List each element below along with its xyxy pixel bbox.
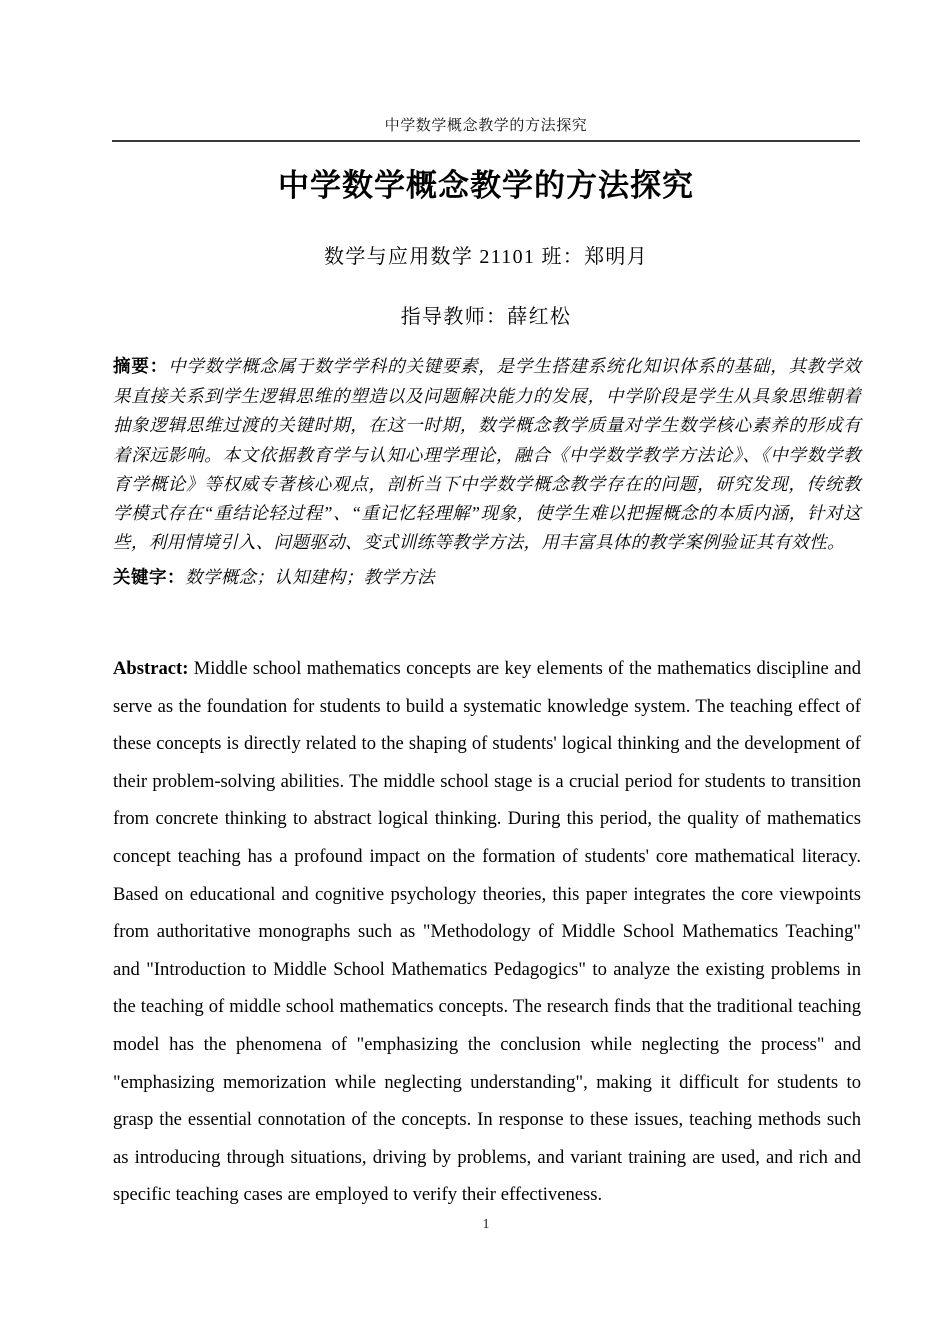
- chinese-keywords-label: 关键字：: [113, 568, 185, 589]
- running-header: [112, 116, 860, 142]
- footer-page-number: 1: [482, 1217, 490, 1232]
- page-title: 中学数学概念教学的方法探究: [278, 168, 694, 204]
- header-rule: [112, 140, 860, 142]
- running-header-text: 中学数学概念教学的方法探究: [384, 118, 588, 134]
- chinese-abstract-text: 中学数学概念属于数学学科的关键要素，是学生搭建系统化知识体系的基础，其教学效果直接关系到学生逻辑思维的塑造以及问题解决能力的发展，中学阶段是学生从具象思维朝着抽象逻辑思维过渡的关键时期，在这一时期，数学概念教学质量对学生数学核心素养的形成有着深远影响。本文依据教育学与认知心理学理论，融合《中学数学教学方法论》、《中学数学教育学概论》等权威专著核心观点，剖析当下中学数学概念教学存在的问题，研究发现，传统教学模式存在“重结论轻过程”、“重记忆轻理解”现象，使学生难以把握概念的本质内涵，针对这些，利用情境引入、问题驱动、变式训练等教学方法，用丰富具体的教学案例验证其有效性。: [113, 356, 862, 553]
- chinese-keywords-line: [113, 563, 861, 593]
- english-abstract-text: Middle school mathematics concepts are key elements of the mathematics discipline and serve as the foundation for students to build a systematic knowledge system. The teaching effect of these concepts is directly related to the shaping of students' logical thinking and the development of their problem-solving abilities. The middle school stage is a crucial period for students to transition from concrete thinking to abstract logical thinking. During this period, the quality of mathematics concept teaching has a profound impact on the formation of students' core mathematical literacy. Based on educational and cognitive psychology theories, this paper integrates the core viewpoints from authoritative monographs such as "Methodology of Middle School Mathematics Teaching" and "Introduction to Middle School Mathematics Pedagogics" to analyze the existing problems in the teaching of middle school mathematics concepts. The research finds that the traditional teaching model has the phenomena of "emphasizing the conclusion while neglecting the process" and "emphasizing memorization while neglecting understanding", making it difficult for students to grasp the essential connotation of the concepts. In response to these issues, teaching methods such as introducing through situations, driving by problems, and variant training are used, and rich and specific teaching cases are employed to verify their effectiveness.: [113, 658, 861, 1206]
- chinese-abstract-label: 摘要：: [113, 357, 169, 377]
- english-abstract-label: Abstract:: [113, 658, 189, 679]
- english-abstract-block: [113, 650, 861, 1214]
- advisor-line: 指导教师：薛红松: [400, 306, 572, 328]
- author-byline: 数学与应用数学 21101 班：郑明月: [324, 246, 648, 268]
- english-abstract-paragraph: [113, 650, 861, 1214]
- chinese-keywords-text: 数学概念；认知建构；教学方法: [185, 567, 435, 588]
- chinese-abstract-block: [113, 352, 861, 611]
- chinese-abstract-paragraph: [113, 352, 861, 557]
